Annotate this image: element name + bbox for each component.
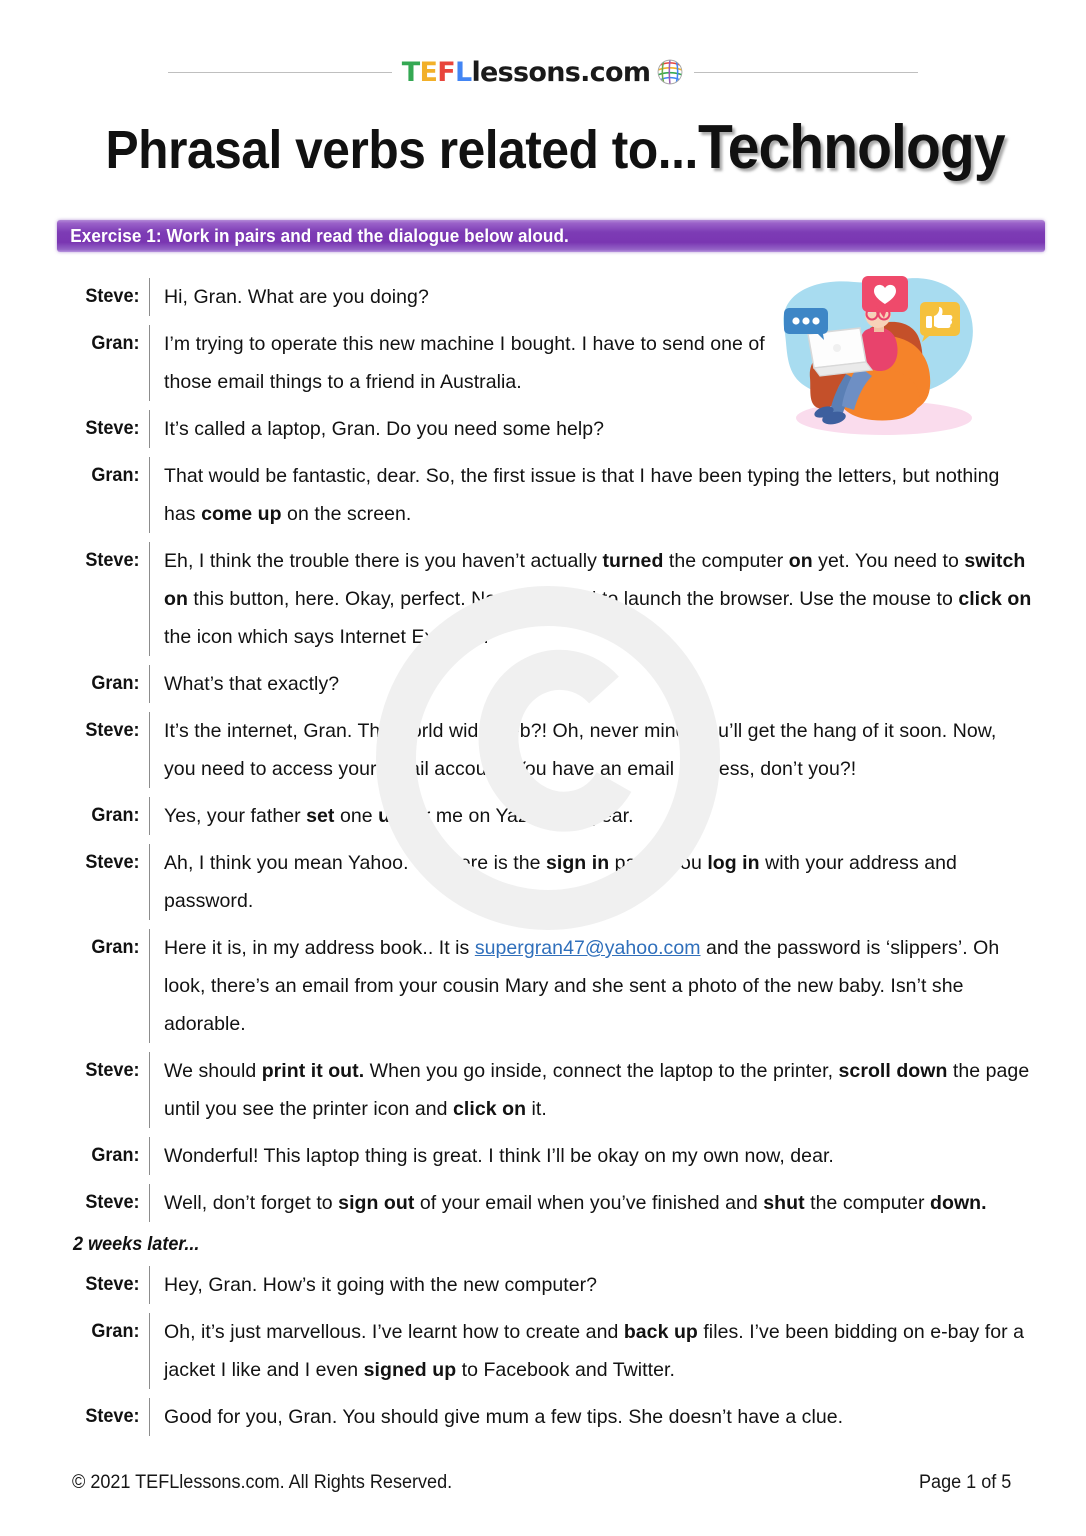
logo-letter-t: T [401, 56, 420, 88]
page-header [0, 52, 1086, 92]
dialogue-line-text: Ah, I think you mean Yahoo. So, here is the sign in page. You log in with your address and password. [149, 844, 1032, 920]
dialogue-speaker-label: Gran: [91, 673, 140, 694]
dialogue-line-text: Well, don’t forget to sign out of your email when you’ve finished and shut the computer down. [149, 1184, 1032, 1222]
logo-letter-f: F [437, 56, 455, 88]
dialogue-list [57, 278, 1032, 1445]
dialogue-row [57, 1137, 1032, 1175]
dialogue-speaker-label: Gran: [91, 465, 140, 486]
dialogue-line-text: What’s that exactly? [149, 665, 1032, 703]
tefllessons-logo [392, 57, 695, 88]
footer-copyright: © 2021 TEFLlessons.com. All Rights Reserved. [72, 1472, 453, 1493]
dialogue-row [57, 929, 1032, 1043]
dialogue-line-text: Good for you, Gran. You should give mum a few tips. She doesn’t have a clue. [149, 1398, 1032, 1436]
dialogue-row [57, 325, 1032, 401]
page-title-topic: Technology [698, 113, 1005, 182]
dialogue-line-text: Oh, it’s just marvellous. I’ve learnt how to create and back up files. I’ve been bidding on e-bay for a jacket I like and I even signed up to Facebook and Twitter. [149, 1313, 1032, 1389]
dialogue-speaker-label: Steve: [85, 1060, 140, 1081]
dialogue-line-text: We should print it out. When you go inside, connect the laptop to the printer, scroll down the page until you see the printer icon and click on it. [149, 1052, 1032, 1128]
dialogue-row [57, 1313, 1032, 1389]
dialogue-row [57, 712, 1032, 788]
dialogue-line-text: Here it is, in my address book.. It is supergran47@yahoo.com and the password is ‘slippers’. Oh look, there’s an email from your cousin Mary and she sent a photo of the new baby. Isn’t she adorable. [149, 929, 1032, 1043]
dialogue-row [57, 844, 1032, 920]
dialogue-after-section [57, 1266, 1032, 1436]
dialogue-speaker-label: Steve: [85, 286, 140, 307]
globe-icon [656, 58, 684, 86]
dialogue-row [57, 665, 1032, 703]
dialogue-speaker-label: Steve: [85, 852, 140, 873]
dialogue-row [57, 278, 1032, 316]
exercise-1-header-bar [57, 220, 1045, 252]
dialogue-row [57, 542, 1032, 656]
logo-domain-text: lessons.com [471, 56, 651, 88]
dialogue-speaker-label: Gran: [91, 1145, 140, 1166]
dialogue-line-text: Wonderful! This laptop thing is great. I think I’ll be okay on my own now, dear. [149, 1137, 1032, 1175]
page-title [0, 112, 1086, 183]
dialogue-speaker-label: Steve: [85, 1406, 140, 1427]
dialogue-line-text: Hi, Gran. What are you doing? [149, 278, 1032, 316]
dialogue-main-section [57, 278, 1032, 1222]
dialogue-row [57, 1052, 1032, 1128]
footer-page-number: Page 1 of 5 [918, 1472, 1012, 1493]
logo-letter-e: E [419, 56, 438, 88]
dialogue-line-text: Eh, I think the trouble there is you haven’t actually turned the computer on yet. You need to switch on this button, here. Okay, perfect. Now you need to launch the browser. Use the mouse to click on the icon which says Internet Explorer. [149, 542, 1032, 656]
dialogue-row [57, 797, 1032, 835]
header-rule-right [694, 72, 918, 73]
dialogue-row [57, 1184, 1032, 1222]
dialogue-speaker-label: Steve: [85, 1274, 140, 1295]
dialogue-row [57, 1266, 1032, 1304]
dialogue-speaker-label: Steve: [85, 720, 140, 741]
dialogue-line-text: Hey, Gran. How’s it going with the new computer? [149, 1266, 1032, 1304]
exercise-1-instruction: Exercise 1: Work in pairs and read the dialogue below aloud. [70, 225, 569, 246]
dialogue-row [57, 1398, 1032, 1436]
page-title-prefix: Phrasal verbs related to... [105, 120, 699, 180]
dialogue-speaker-label: Gran: [91, 1321, 140, 1342]
dialogue-line-text: Yes, your father set one up for me on Yazoo last year. [149, 797, 1032, 835]
dialogue-speaker-label: Gran: [91, 805, 140, 826]
dialogue-line-text: I’m trying to operate this new machine I bought. I have to send one of those email things to a friend in Australia. [149, 325, 1032, 401]
dialogue-row [57, 457, 1032, 533]
dialogue-speaker-label: Gran: [91, 333, 140, 354]
dialogue-row [57, 410, 1032, 448]
logo-letter-l: L [454, 56, 472, 88]
dialogue-interlude: 2 weeks later... [73, 1234, 200, 1255]
dialogue-line-text: It’s called a laptop, Gran. Do you need some help? [149, 410, 1032, 448]
dialogue-speaker-label: Steve: [85, 550, 140, 571]
header-rule-left [168, 72, 392, 73]
dialogue-line-text: That would be fantastic, dear. So, the first issue is that I have been typing the letters, but nothing has come up on the screen. [149, 457, 1032, 533]
dialogue-line-text: It’s the internet, Gran. The world wide web?! Oh, never mind, you’ll get the hang of it soon. Now, you need to access your email account. You have an email address, don’t you?! [149, 712, 1032, 788]
page-footer [72, 1472, 1016, 1494]
dialogue-speaker-label: Steve: [85, 1192, 140, 1213]
dialogue-speaker-label: Gran: [91, 937, 140, 958]
dialogue-speaker-label: Steve: [85, 418, 140, 439]
